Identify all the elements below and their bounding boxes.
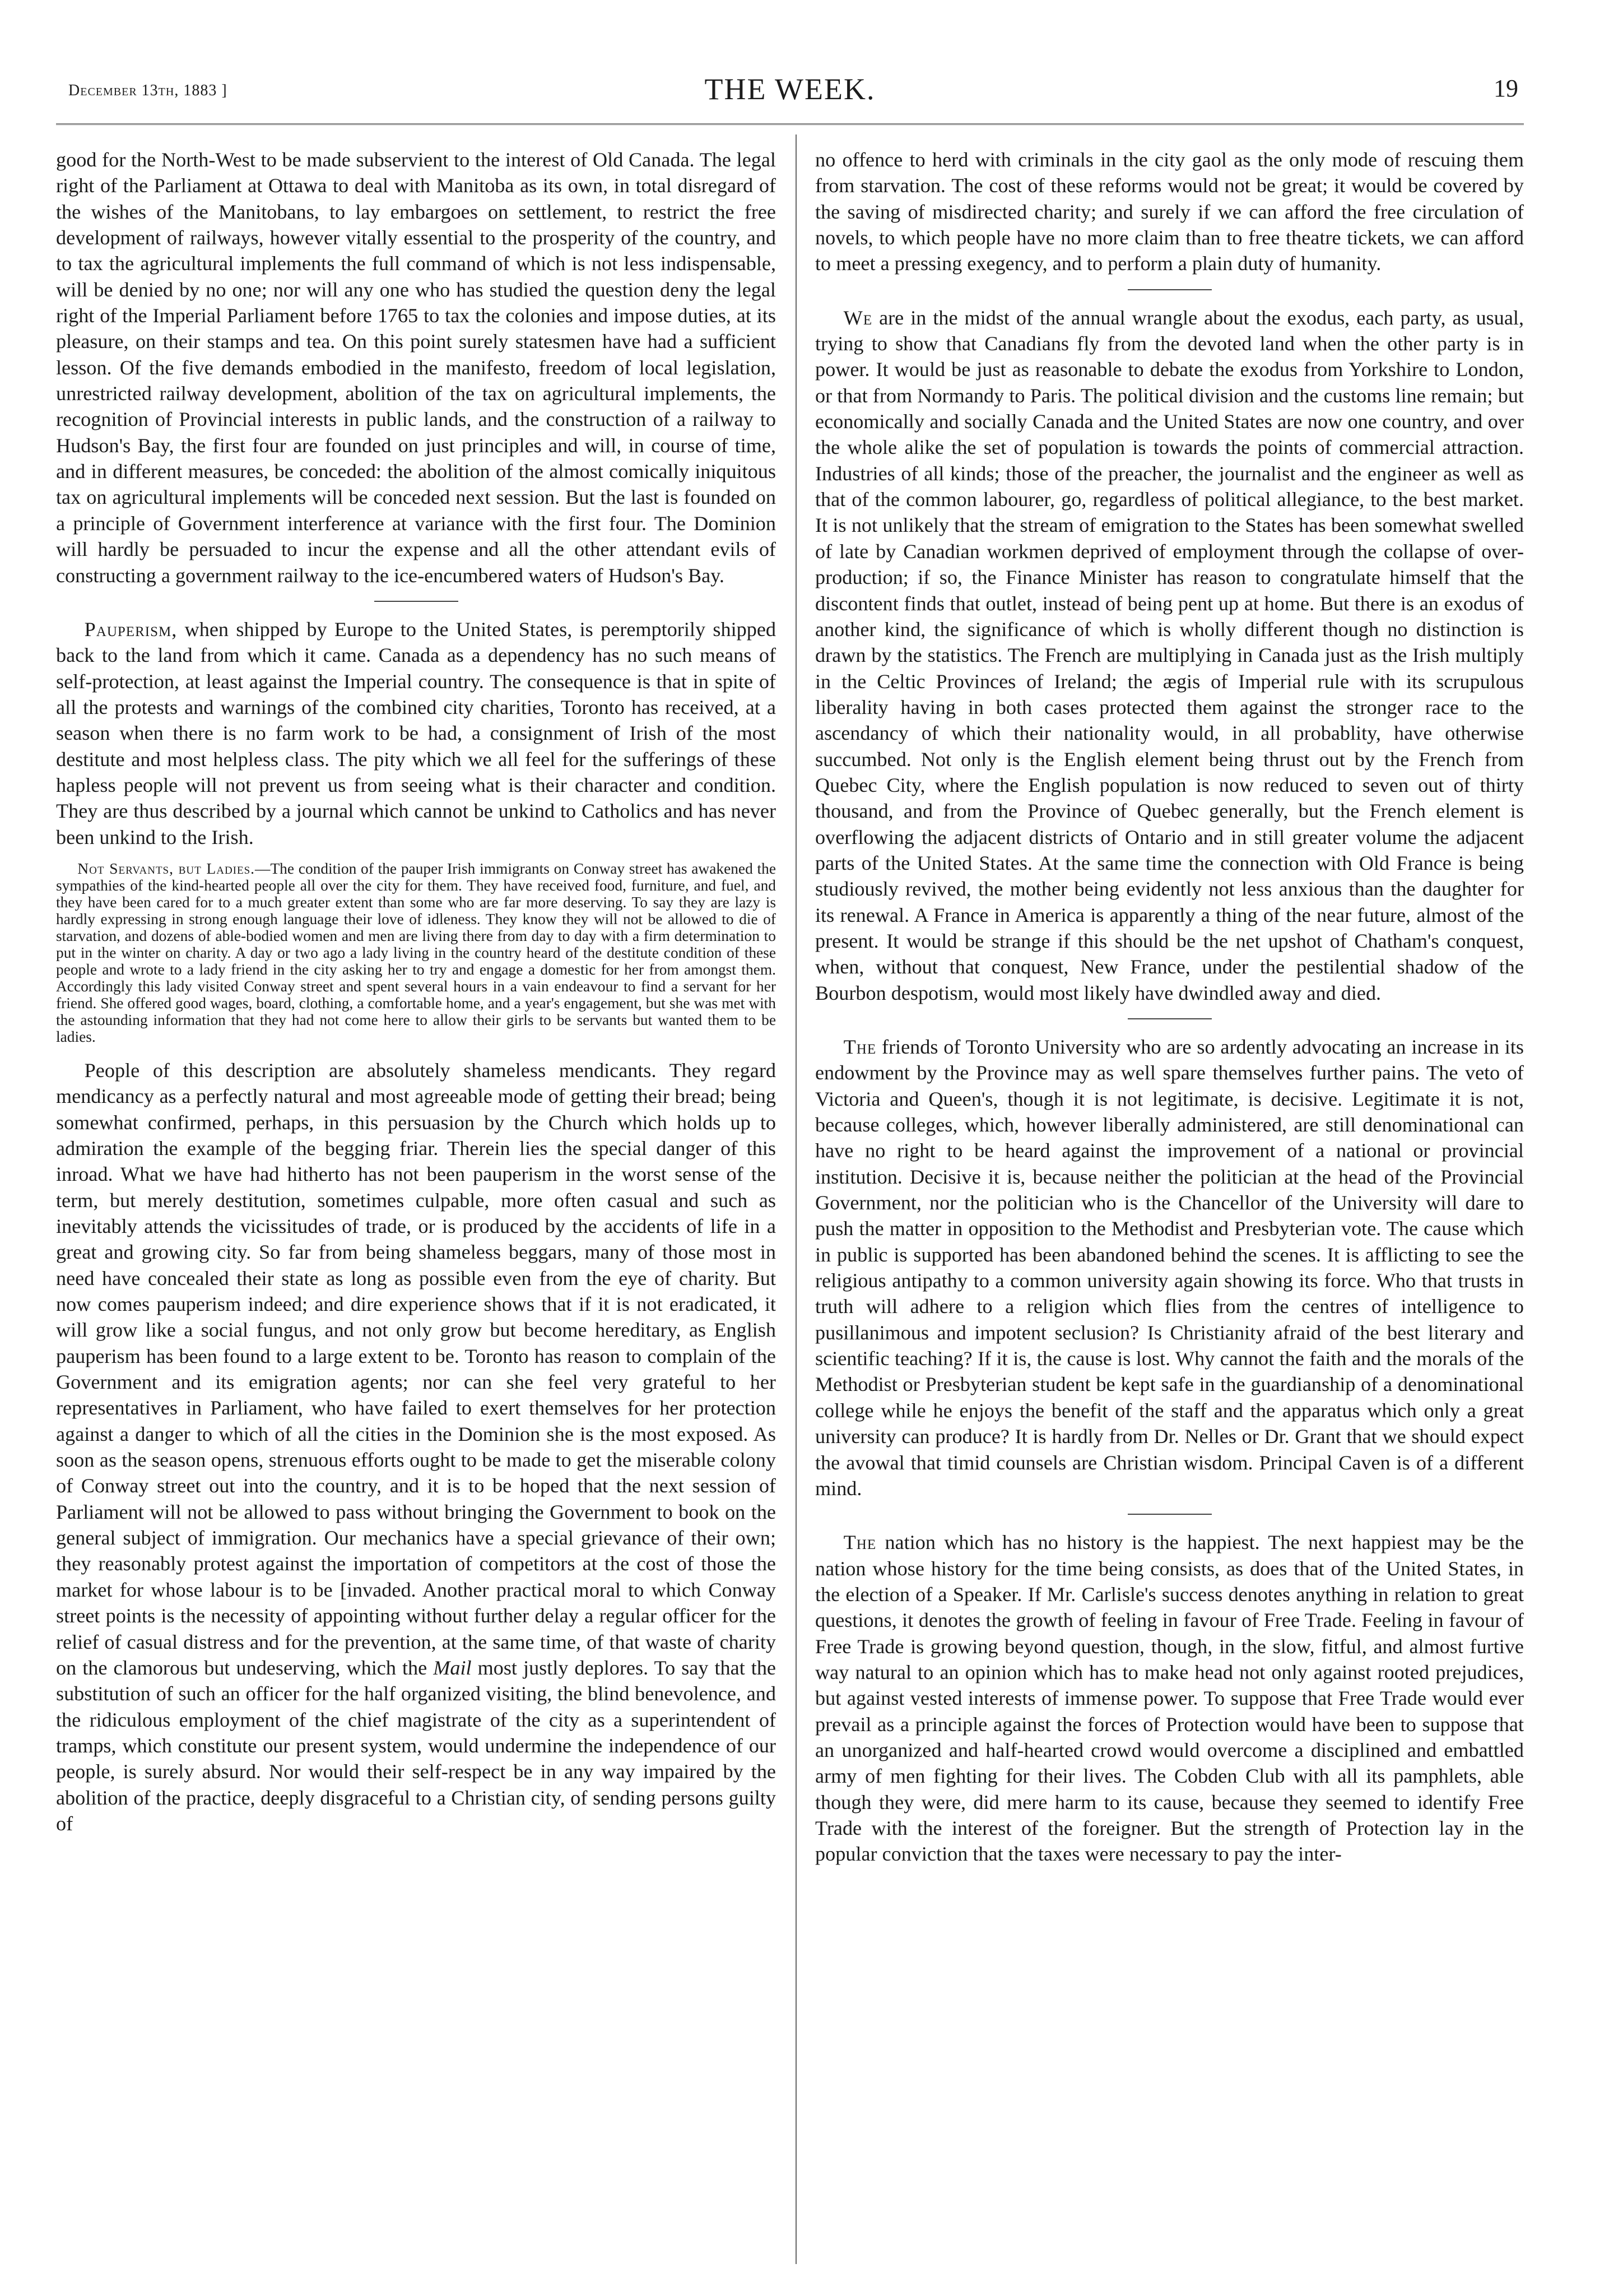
paragraph-body: friends of Toronto University who are so ardently advocating an increase in its endowment by the Province may as well spare themselves further pains. The veto of Victoria and Queen's, though it is not legitimate, is decisive. Legitimate it is not, because colleges, which, however liberally administered, are still denominational can have no right to be heard against the improvement of a national or provincial institution. Decisive it is, because neither the politician at the head of the Provincial Government, nor the politician who is the Chancellor of the University will dare to push the matter in opposition to the Methodist and Presbyterian vote. The cause which in public is supported has been abandoned behind the scenes. It is afflicting to see the religious antipathy to a common university again showing its force. Who that trusts in truth will adhere to a religion which flies from the centres of intelligence to pusillanimous and impotent seclusion? Is Christianity afraid of the best literary and scientific teaching? If it is, the cause is lost. Why cannot the faith and the morals of the Methodist or Presbyterian student be kept safe in the guardianship of a denominational college while he enjoys the benefit of the staff and the apparatus which only a great university can produce? It is hardly from Dr. Nelles or Dr. Grant that we should expect the avowal that timid counsels are Christian wisdom. Principal Caven is of a different mind. (815, 1036, 1524, 1500)
paragraph-body: are in the midst of the annual wrangle about the exodus, each party, as usual, trying to show that Canadians fly from the devoted land when the other party is in power. It would be just as reasonable to debate the exodus from Yorkshire to London, or that from Normandy to Paris. The political division and the customs line remain; but economically and socially Canada and the United States are now one country, and over the whole alike the set of population is towards the points of commercial attraction. Industries of all kinds; those of the preacher, the journalist and the engineer as well as that of the common labourer, go, regardless of political allegiance, to the best market. It is not unlikely that the stream of emigration to the States has been somewhat swelled of late by Canadian workmen deprived of employment through the collapse of over-production; if so, the Finance Minister has reason to congratulate himself that the discontent finds that outlet, instead of being pent up at home. But there is an exodus of another kind, the significance of which is wholly different though no distinction is drawn by the statistics. The French are multiplying in Canada just as the Irish multiply in the Celtic Provinces of Ireland; the ægis of Imperial rule with its scrupulous liberality having in both cases protected them against the stronger race to the ascendancy of which their nationality would, in all probablity, have otherwise succumbed. Not only is the English element being thrust out by the French from Quebec City, where the English population is now reduced to seven out of thirty thousand, and from the Province of Quebec generally, but the French element is overflowing the adjacent districts of Ontario and in still greater volume the adjacent parts of the United States. At the same time the connection with Old France is being studiously revived, the mother being evidently not less anxious than the daughter for its renewal. A France in America is apparently a thing of the near future, almost of the present. It would be strange if this should be the net upshot of Chatham's conquest, when, without that conquest, New France, under the pestilential shadow of the Bourbon despotism, would most likely have dwindled away and died. (815, 306, 1524, 1004)
article-paragraph: no offence to herd with criminals in the city gaol as the only mode of rescuing them from starvation. The cost of these reforms would not be great; it would be covered by the saving of misdirected charity; and surely if we can afford the free circulation of novels, to which people have no more claim than to free theatre tickets, we can afford to meet a pressing exegency, and to perform a plain duty of humanity. (815, 149, 1524, 275)
right-column (815, 147, 1524, 1867)
section-separator (1128, 289, 1212, 290)
lead-word: The (843, 1036, 877, 1058)
paragraph-body: when shipped by Europe to the United States, is peremptorily shipped back to the land from which it came. Canada as a dependency has no such means of self-protection, at least against the Imperial country. The consequence is that in spite of all the protests and warnings of the combined city charities, Toronto has received, at a season when there is no farm work to be had, a consignment of Irish of the most destitute and most helpless class. The pity which we all feel for the sufferings of these hapless people will not prevent us from seeing what is their character and condition. They are thus described by a journal which cannot be unkind to Catholics and has never been unkind to the Irish. (56, 618, 776, 848)
quoted-excerpt (56, 860, 776, 1045)
publication-title: THE WEEK. (704, 72, 876, 106)
italic-title: Mail (433, 1656, 472, 1679)
issue-date: December 13th, 1883 ] (68, 82, 227, 99)
page-number: 19 (1494, 75, 1518, 102)
section-separator (1128, 1514, 1212, 1515)
lead-word: The (843, 1531, 877, 1554)
paragraph-body: People of this description are absolutely shameless mendicants. They regard mendicancy as a perfectly natural and most agreeable mode of getting their bread; being somewhat confirmed, perhaps, in this persuasion by the Church which holds up to admiration the example of the begging friar. Therein lies the special danger of this inroad. What we have had hitherto has not been pauperism in the worst sense of the term, but merely destitution, sometimes culpable, more often casual and such as inevitably attends the vicissitudes of trade, or is produced by the accidents of life in a great and growing city. So far from being shameless beggars, many of those most in need have concealed their state as long as possible even from the eye of charity. But now comes pauperism indeed; and dire experience shows that if it is not eradicated, it will grow like a social fungus, and not only grow but become hereditary, as English pauperism has been found to a large extent to be. Toronto has reason to complain of the Government and its emigration agents; nor can she feel very grateful to her representatives in Parliament, who have failed to exert themselves for her protection against a danger to which of all the cities in the Dominion she is the most exposed. As soon as the season opens, strenuous efforts ought to be made to get the miserable colony of Conway street out into the country, and it is to be hoped that the next session of Parliament will not be allowed to pass without bringing the Government to book on the general subject of immigration. Our mechanics have a special grievance of their own; they reasonably protest against the importation of competitors at the cost of those the market for whose labour is to be [invaded. Another practical moral to which Conway street points is the necessity of appointing without further delay a regular officer for the relief of casual distress and for the prevention, at the same time, of that waste of charity on the clamorous but undeserving, which the (56, 1059, 776, 1679)
paragraph-body: nation which has no history is the happiest. The next happiest may be the nation whose history for the time being consists, as does that of the United States, in the election of a Speaker. If Mr. Carlisle's success denotes anything in relation to great questions, it denotes the growth of feeling in favour of Free Trade. Feeling in favour of Free Trade is growing beyond question, though, in the slow, fitful, and almost furtive way natural to an opinion which has to make head not only against rooted prejudices, but against vested interests of immense power. To suppose that Free Trade would ever prevail as a principle against the forces of Protection would have been to suppose that an unorganized and half-hearted crowd would overcome a disciplined and embattled army of men fighting for their lives. The Cobden Club with all its pamphlets, able though they were, did mere harm to its cause, because they seemed to identify Free Trade with the interest of the foreigner. But the strength of Protection lay in the popular conviction that the taxes were necessary to pay the inter- (815, 1531, 1524, 1866)
left-column (56, 147, 776, 1836)
excerpt-heading: Not Servants, but Ladies. (77, 860, 255, 877)
column-divider (796, 134, 797, 2264)
article-paragraph (56, 616, 776, 850)
article-paragraph (815, 305, 1524, 1006)
article-paragraph (56, 1057, 776, 1836)
article-paragraph (815, 1034, 1524, 1501)
excerpt-body: —The condition of the pauper Irish immigrants on Conway street has awakened the sympathies of the kind-hearted people all over the city for them. They have received food, furniture, and fuel, and they have been cared for to a much greater extent than some who are far more deserving. To say they are lazy is hardly expressing in strong enough language their love of idleness. They know they will not be allowed to die of starvation, and dozens of able-bodied women and men are living there from day to day with a firm determination to put in the winter on charity. A day or two ago a lady living in the country heard of the destitute condition of these people and wrote to a lady friend in the city asking her to try and engage a domestic for her from amongst them. Accordingly this lady visited Conway street and spent several hours in a vain endeavour to find a servant for her friend. She offered good wages, board, clothing, a comfortable home, and a year's engagement, but she was met with the astounding information that they had not come here to allow their girls to be servants but wanted them to be ladies. (56, 860, 776, 1045)
section-separator (374, 601, 458, 602)
article-paragraph (815, 1529, 1524, 1867)
lead-word: Pauperism, (84, 618, 178, 641)
header-rule (56, 123, 1524, 125)
lead-word: We (843, 306, 873, 329)
masthead (56, 72, 1524, 117)
section-separator (1128, 1018, 1212, 1019)
paragraph-body: most justly deplores. To say that the substitution of such an officer for the half organized visiting, the blind benevolence, and the ridiculous employment of the chief magistrate of the city as a superintendent of tramps, which constitute our present system, would undermine the independence of our people, is surely absurd. Nor would their self-respect be in any way impaired by the abolition of the practice, deeply disgraceful to a Christian city, of sending persons guilty of (56, 1656, 776, 1835)
article-paragraph: good for the North-West to be made subservient to the interest of Old Canada. The legal right of the Parliament at Ottawa to deal with Manitoba as its own, in total disregard of the wishes of the Manitobans, to lay embargoes on settlement, to restrict the free development of railways, however vitally essential to the prosperity of the country, and to tax the agricultural implements the full command of which is not less indispensable, will be denied by no one; nor will any one who has studied the question deny the legal right of the Imperial Parliament before 1765 to tax the colonies and impose duties, at its pleasure, on their stamps and tea. On this point surely statesmen have had a sufficient lesson. Of the five demands embodied in the manifesto, freedom of local legislation, unrestricted railway development, abolition of the tax on agricultural implements, the recognition of Provincial interests in public lands, and the construction of a railway to Hudson's Bay, the first four are founded on just principles and will, in course of time, and in different measures, be conceded: the abolition of the almost comically iniquitous tax on agricultural implements will be conceded next session. But the last is founded on a principle of Government interference at variance with the first four. The Dominion will hardly be persuaded to incur the expense and all the other attendant evils of constructing a government railway to the ice-encumbered waters of Hudson's Bay. (56, 149, 776, 587)
